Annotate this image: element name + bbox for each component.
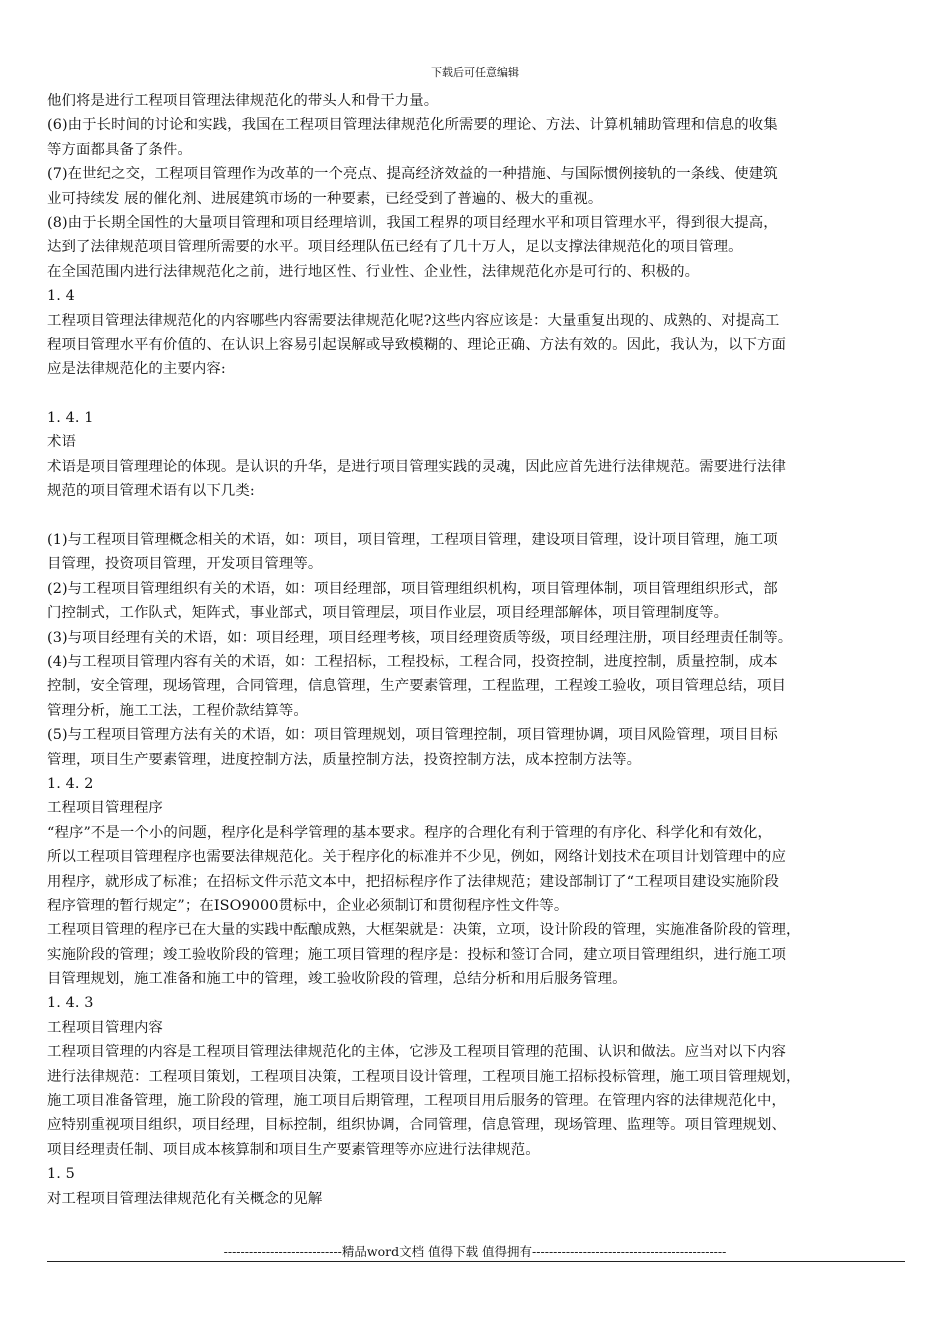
text-line: 工程项目管理法律规范化的内容哪些内容需要法律规范化呢?这些内容应该是：大量重复出现的、成熟的、对提高工 [47, 312, 780, 329]
text-line: 等方面都具备了条件。 [47, 141, 192, 158]
text-line: 用程序，就形成了标准；在招标文件示范文本中，把招标程序作了法律规范；建设部制订了“工程项目建设实施阶段 [47, 873, 779, 890]
blank-line [47, 504, 915, 528]
text-line: 程序管理的暂行规定”；在ISO9000贯标中，企业必须制订和贯彻程序性文件等。 [47, 897, 569, 914]
text-line: 施工项目准备管理，施工阶段的管理，施工项目后期管理，工程项目用后服务的管理。在管理内容的法律规范化中， [47, 1093, 787, 1110]
text-line: 控制，安全管理，现场管理，合同管理，信息管理，生产要素管理，工程监理，工程竣工验收，项目管理总结，项目 [47, 678, 787, 695]
section-number: 1. 4. 2 [47, 775, 94, 792]
section-heading: 工程项目管理内容 [47, 1019, 163, 1036]
text-line: 他们将是进行工程项目管理法律规范化的带头人和骨干力量。 [47, 93, 439, 109]
text-line: 实施阶段的管理；竣工验收阶段的管理；施工项目管理的程序是：投标和签订合同，建立项目管理组织，进行施工项 [47, 946, 787, 963]
text-line: 规范的项目管理术语有以下几类: [47, 483, 255, 500]
text-line: (5)与工程项目管理方法有关的术语，如：项目管理规划，项目管理控制，项目管理协调，项目风险管理，项目目标 [47, 727, 778, 744]
text-line: 管理分析，施工工法，工程价款结算等。 [47, 702, 308, 719]
text-line: 管理，项目生产要素管理，进度控制方法，质量控制方法，投资控制方法，成本控制方法等。 [47, 751, 642, 768]
text-line: 程项目管理水平有价值的、在认识上容易引起误解或导致模糊的、理论正确、方法有效的。因此，我认为，以下方面 [47, 336, 787, 353]
text-line: (2)与工程项目管理组织有关的术语，如：项目经理部，项目管理组织机构，项目管理体制，项目管理组织形式，部 [47, 580, 778, 597]
text-line: 目管理，投资项目管理，开发项目管理等。 [47, 556, 323, 573]
text-line: 业可持续发 展的催化剂、进展建筑市场的一种要素，已经受到了普遍的、极大的重视。 [47, 190, 603, 207]
section-number: 1. 4. 1 [47, 410, 94, 427]
section-heading: 术语 [47, 434, 76, 451]
text-line: (4)与工程项目管理内容有关的术语，如：工程招标，工程投标，工程合同，投资控制，进度控制，质量控制，成本 [47, 653, 778, 670]
text-line: 门控制式，工作队式，矩阵式，事业部式，项目管理层，项目作业层，项目经理部解体，项目管理制度等。 [47, 605, 729, 622]
text-line: 所以工程项目管理程序也需要法律规范化。关于程序化的标准并不少见，例如，网络计划技术在项目计划管理中的应 [47, 849, 787, 866]
text-line: 达到了法律规范项目管理所需要的水平。项目经理队伍已经有了几十万人，足以支撑法律规范化的项目管理。 [47, 239, 743, 256]
text-line: 进行法律规范：工程项目策划，工程项目决策，工程项目设计管理，工程项目施工招标投标管理，施工项目管理规划， [47, 1068, 801, 1085]
text-line: (7)在世纪之交，工程项目管理作为改革的一个亮点、提高经济效益的一种措施、与国际惯例接轨的一条线、使建筑 [47, 166, 778, 183]
section-heading: 对工程项目管理法律规范化有关概念的见解 [47, 1190, 323, 1207]
section-heading: 工程项目管理程序 [47, 800, 163, 817]
section-number: 1. 4. 3 [47, 995, 94, 1012]
page-footer: ----------------------------精品word文档 值得下载 值得拥有---------------------------------------------- [223, 1244, 727, 1259]
text-line: (3)与项目经理有关的术语，如：项目经理，项目经理考核，项目经理资质等级，项目经理注册，项目经理责任制等。 [47, 629, 793, 646]
text-line: 项目经理责任制、项目成本核算制和项目生产要素管理等亦应进行法律规范。 [47, 1141, 540, 1158]
text-line: (8)由于长期全国性的大量项目管理和项目经理培训，我国工程界的项目经理水平和项目管理水平，得到很大提高， [47, 214, 778, 231]
text-line: (1)与工程项目管理概念相关的术语，如：项目，项目管理，工程项目管理，建设项目管理，设计项目管理，施工项 [47, 532, 778, 549]
page-header: 下载后可任意编辑 [431, 66, 519, 79]
text-line: “程序”不是一个小的问题，程序化是科学管理的基本要求。程序的合理化有利于管理的有序化、科学化和有效化， [47, 824, 772, 841]
section-number: 1. 4 [47, 288, 75, 305]
footer-divider [47, 1261, 905, 1262]
text-line: 工程项目管理的程序已在大量的实践中酝酿成熟，大框架就是：决策，立项，设计阶段的管理，实施准备阶段的管理， [47, 922, 801, 939]
text-line: 应特别重视项目组织，项目经理，目标控制，组织协调，合同管理，信息管理，现场管理、监理等。项目管理规划、 [47, 1117, 787, 1134]
text-line: 目管理规划，施工准备和施工中的管理，竣工验收阶段的管理，总结分析和用后服务管理。 [47, 971, 627, 988]
text-line: 应是法律规范化的主要内容: [47, 361, 226, 378]
section-number: 1. 5 [47, 1166, 75, 1183]
text-line: 在全国范围内进行法律规范化之前，进行地区性、行业性、企业性，法律规范化亦是可行的、积极的。 [47, 263, 700, 280]
text-line: 工程项目管理的内容是工程项目管理法律规范化的主体，它涉及工程项目管理的范围、认识和做法。应当对以下内容 [47, 1044, 787, 1061]
text-line: 术语是项目管理理论的体现。是认识的升华，是进行项目管理实践的灵魂，因此应首先进行法律规范。需要进行法律 [47, 458, 787, 475]
blank-line [47, 382, 915, 406]
text-line: (6)由于长时间的讨论和实践，我国在工程项目管理法律规范化所需要的理论、方法、计算机辅助管理和信息的收集 [47, 117, 778, 134]
document-body [47, 89, 915, 1211]
